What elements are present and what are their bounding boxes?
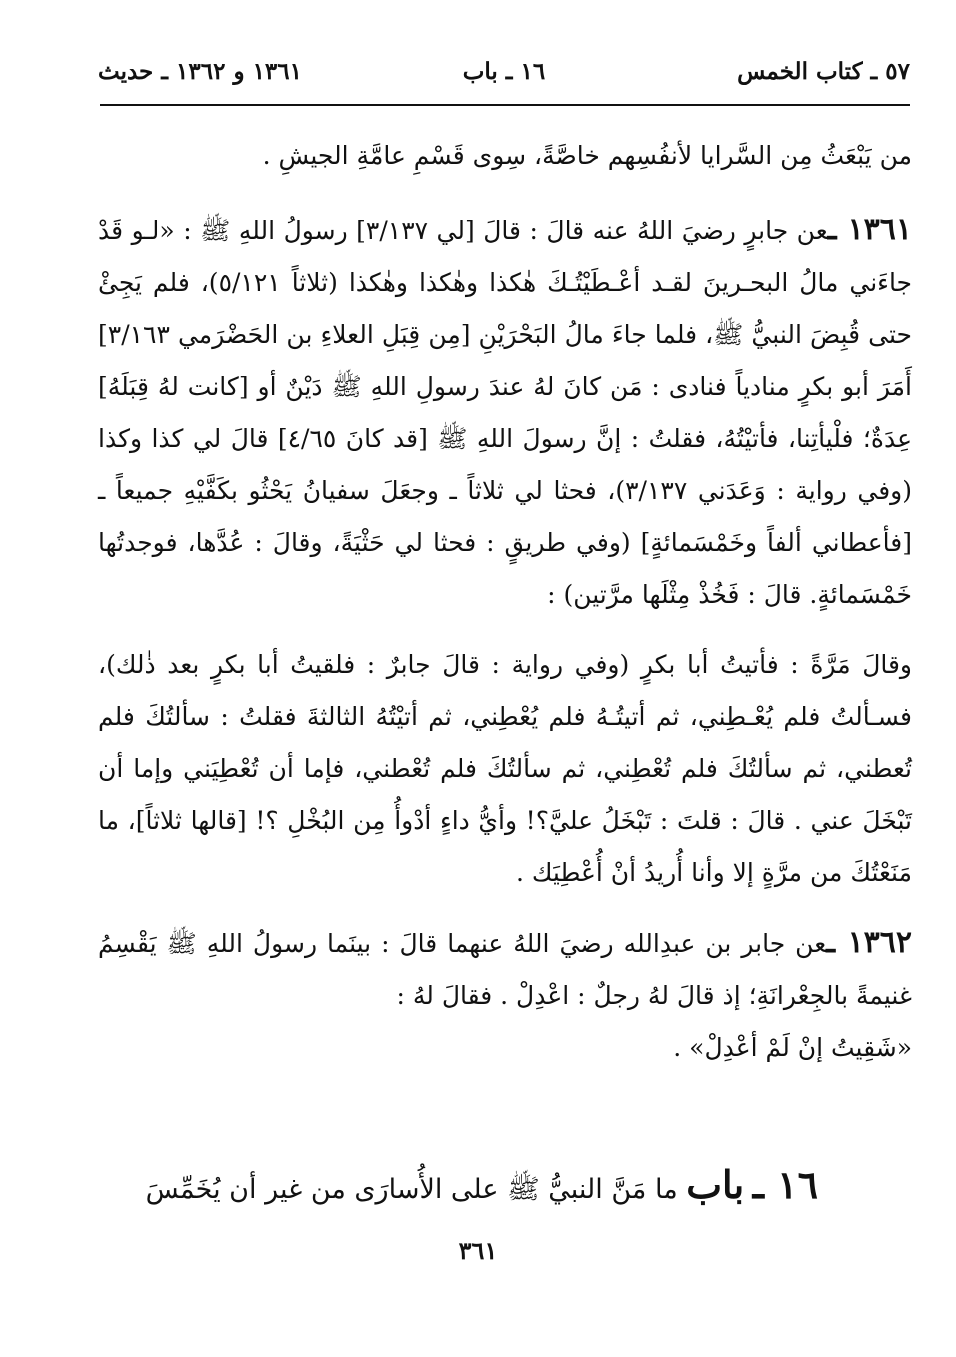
header-chapter: ١٦ ـ باب — [462, 58, 546, 85]
paragraph-another-narration — [98, 639, 912, 899]
chapter-number: ١٦ ـ — [752, 1162, 818, 1207]
paragraph-text: من يَبْعَثُ مِن السَّرايا لأنفُسِهم خاصَّةً، سِوى قَسْمِ عامَّةِ الجيشِ . — [262, 141, 912, 170]
hadith-number: ١٣٦١ ـ — [827, 212, 913, 247]
hadith-1361 — [98, 204, 912, 621]
chapter-heading — [98, 1162, 818, 1212]
chapter-title: ما مَنَّ النبيُّ ﷺ على الأُسارَى من غير أن يُخَمِّسَ — [145, 1174, 678, 1205]
paragraph-chapter-continuation — [98, 130, 912, 182]
running-header — [98, 58, 910, 92]
chapter-word: باب — [686, 1162, 745, 1207]
main-text — [98, 130, 912, 1092]
hadith-text: عن جابر بن عبدِالله رضيَ اللهُ عنهما قالَ : بينَما رسولُ اللهِ ﷺ يَقْسِمُ غنيمةً بالجِعْرانَةِ؛ إذ قالَ لهُ رجلٌ : اعْدِلْ . فقالَ لهُ : — [98, 929, 912, 1010]
hadith-1362 — [98, 917, 912, 1022]
paragraph-text: وقالَ مَرَّةً : فأتيتُ أبا بكرٍ (وفي رواية : قالَ جابرٌ : فلقيتُ أبا بكرٍ بعد ذٰلك)، فسـألتُ فلم يُعْـطِني، ثم أتيتُـهُ فلم يُعْطِني، ثم أتيْتُهُ الثالثةَ فقلتُ : سألتُكَ فلم تُعطني، ثم سألتُكَ فلم تُعْطِني، ثم سألتُكَ فلم تُعْطني، فإما أن تُعْطِيَني وإما أن تَبْخَلَ عني . قالَ : قلتَ : تَبْخَلُ عليَّ؟! وأيُّ داءٍ أدْوأُ مِن البُخْلِ ؟! [قالها ثلاثاً]، ما مَنَعْتُكَ من مرَّةٍ إلا وأنا أُريدُ أنْ أُعْطِيَك . — [98, 650, 912, 887]
hadith-text: عن جابرٍ رضيَ اللهُ عنه قالَ : قالَ [لي ٣/١٣٧] رسولُ اللهِ ﷺ : «لـو قَدْ جاءَني مالُ البحـرينَ لقـد أعْـطَيْتُـكَ هٰكذا وهٰكذا وهٰكذا (ثلاثاً ٥/١٢١)، فلم يَجِئْ حتى قُبِضَ النبيُّ ﷺ، فلما جاءَ مالُ البَحْرَيْنِ [مِن قِبَلِ العلاءِ بن الحَضْرَمي ٣/١٦٣] أَمَرَ أبو بكرٍ منادياً فنادى : مَن كانَ لهُ عندَ رسولِ اللهِ ﷺ دَيْنٌ أو [كانت لهُ قِبَلَهُ] عِدَةٌ؛ فلْيأتِنا، فأتيْتُهُ، فقلتُ : إنَّ رسولَ اللهِ ﷺ [قد كانَ ٤/٦٥] قالَ لي كذا وكذا (وفي رواية : وَعَدَني ٣/١٣٧)، فحثا لي ثلاثاً ـ وجعَلَ سفيانُ يَحْثُو بكَفَّيْهِ جميعاً ـ [فأعطاني ألفاً وخَمْسَمائةٍ] (وفي طريقٍ : فحثا لي حَثْيَةً، وقالَ : عُدَّها، فوجدتُها خَمْسَمائةٍ. قالَ : فَخُذْ مِثْلَها مرَّتين) : — [98, 216, 913, 609]
paragraph-prophet-quote — [98, 1022, 912, 1074]
header-divider — [100, 104, 910, 106]
header-hadith-range: ١٣٦١ و ١٣٦٢ ـ حديث — [98, 58, 302, 85]
page-number: ٣٦١ — [458, 1236, 498, 1265]
hadith-number: ١٣٦٢ ـ — [826, 925, 913, 960]
paragraph-text: «شَقِيتُ إنْ لَمْ أعْدِلْ» . — [673, 1033, 912, 1062]
header-book-title: ٥٧ ـ كتاب الخمس — [737, 58, 910, 85]
